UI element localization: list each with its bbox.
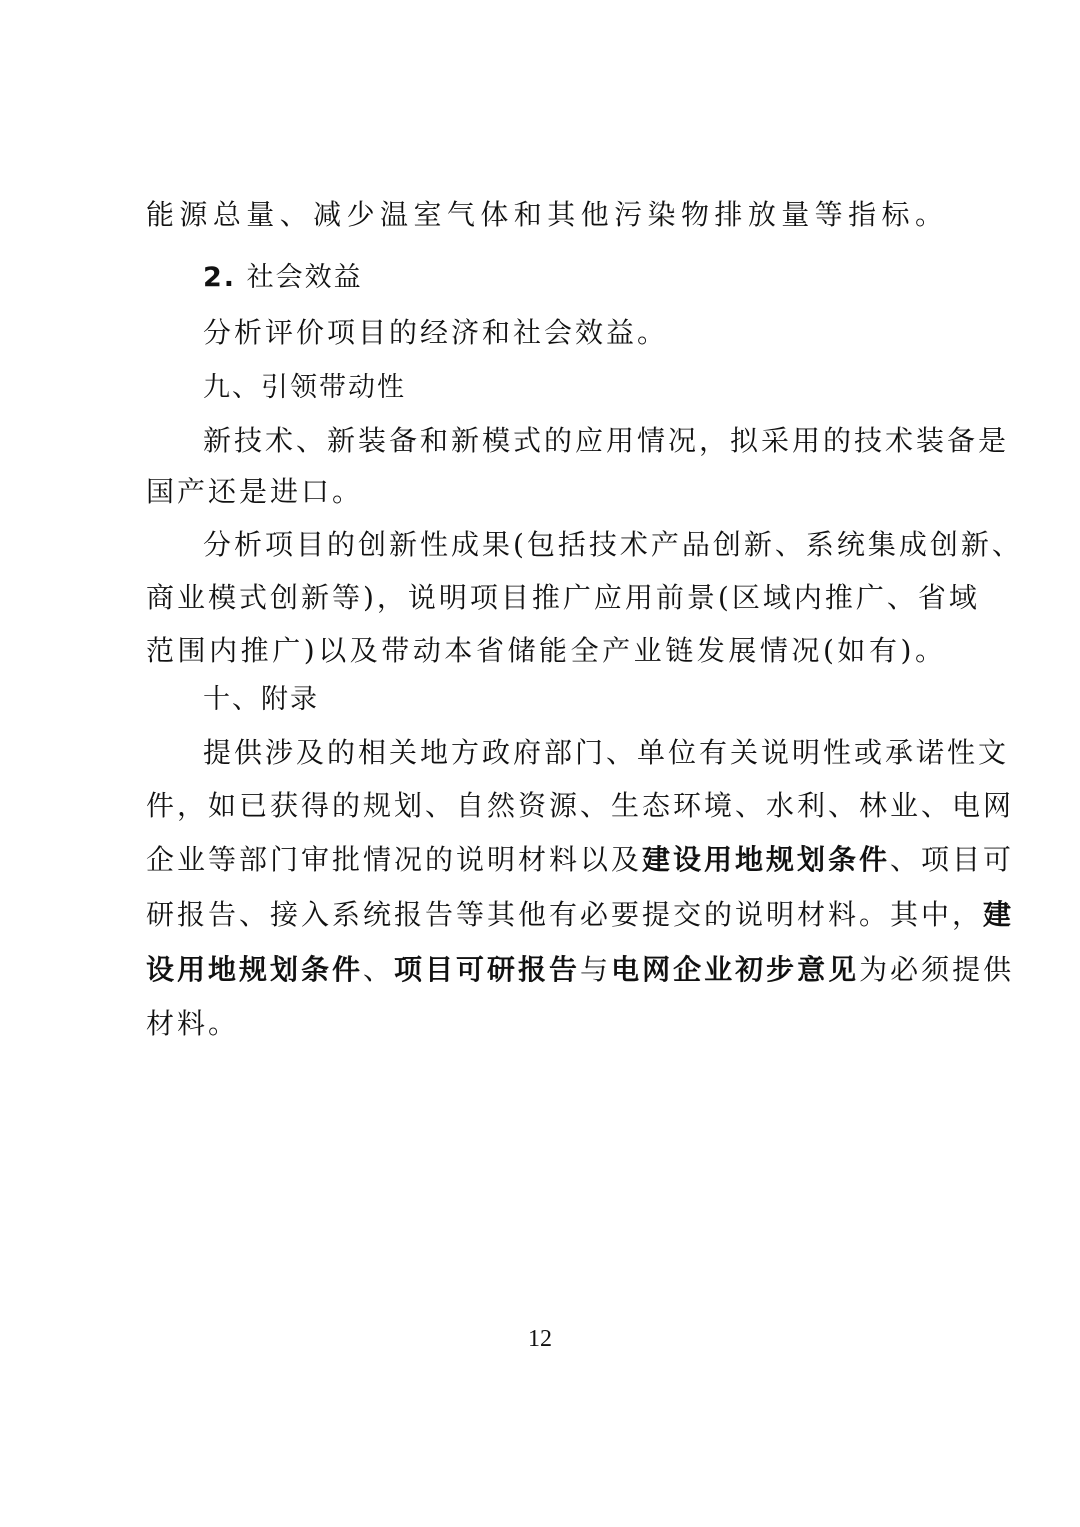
text-run: 、项目可: [890, 843, 1015, 876]
paragraph-line: 分析评价项目的经济和社会效益。: [203, 316, 669, 349]
paragraph-line: 国产还是进口。: [146, 475, 364, 508]
heading-title: 社会效益: [246, 262, 363, 293]
section-heading-10: 十、附录: [203, 684, 319, 715]
paragraph-line: 提供涉及的相关地方政府部门、单位有关说明性或承诺性文: [203, 736, 1010, 769]
section-heading-9: 九、引领带动性: [203, 372, 406, 403]
bold-text-run: 电网企业初步意见: [611, 953, 860, 986]
bold-text-run: 建设用地规划条件: [642, 843, 891, 876]
paragraph-line: [146, 840, 1015, 880]
paragraph-line: 能源总量、减少温室气体和其他污染物排放量等指标。: [146, 198, 946, 231]
section-heading-social-benefit: [203, 258, 1003, 298]
paragraph-line: 范围内推广)以及带动本省储能全产业链发展情况(如有)。: [146, 634, 946, 667]
text-run: 与: [580, 953, 612, 986]
text-run: 企业等部门审批情况的说明材料以及: [146, 843, 643, 876]
bold-text-run: 建: [983, 898, 1015, 931]
bold-text-run: 设用地规划条件: [146, 953, 364, 986]
paragraph-line: 新技术、新装备和新模式的应用情况，拟采用的技术装备是: [203, 424, 1010, 457]
text-run: 研报告、接入系统报告等其他有必要提交的说明材料。其中，: [146, 898, 984, 931]
heading-number: 2.: [203, 262, 237, 293]
paragraph-line: 分析项目的创新性成果(包括技术产品创新、系统集成创新、: [203, 528, 1023, 561]
paragraph-line: 商业模式创新等)，说明项目推广应用前景(区域内推广、省域: [146, 581, 980, 614]
paragraph-line: 材料。: [146, 1007, 240, 1040]
paragraph-line: 件，如已获得的规划、自然资源、生态环境、水利、林业、电网: [146, 789, 1015, 822]
text-run: 、: [363, 953, 395, 986]
bold-text-run: 项目可研报告: [394, 953, 581, 986]
text-run: 为必须提供: [859, 953, 1015, 986]
paragraph-line: [146, 895, 1015, 935]
page-number: 12: [528, 1326, 552, 1352]
paragraph-line: [146, 950, 1015, 990]
